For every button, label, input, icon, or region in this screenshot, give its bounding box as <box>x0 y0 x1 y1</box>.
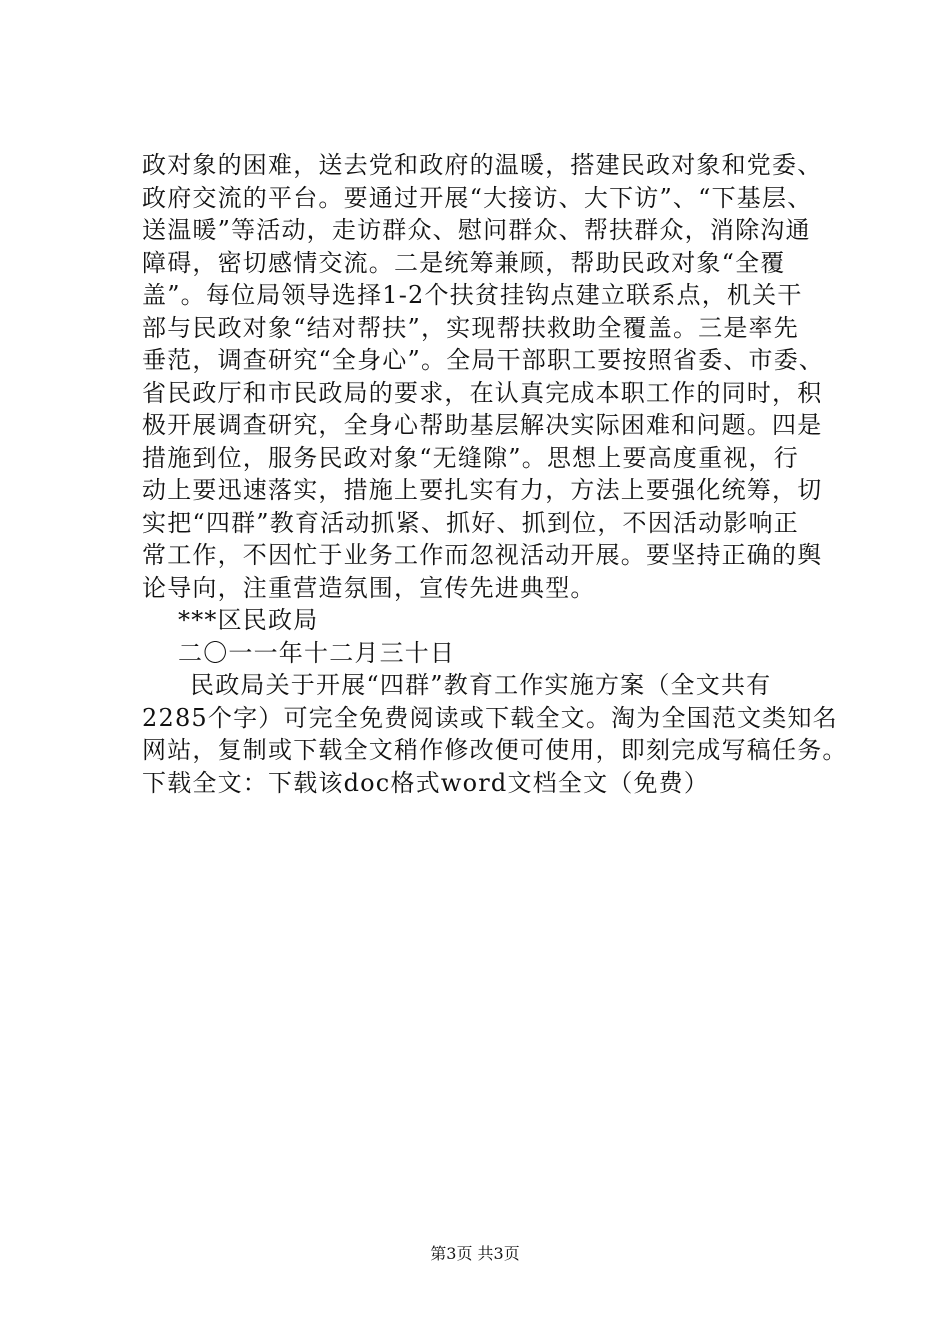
paragraph-line: 措施到位，服务民政对象“无缝隙”。思想上要高度重视，行 <box>142 443 799 472</box>
paragraph-line: 极开展调查研究，全身心帮助基层解决实际困难和问题。四是 <box>142 411 823 439</box>
notice-line: 网站，复制或下载全文稍作修改便可使用，即刻完成写稿任务。 <box>142 736 848 764</box>
paragraph-line: 政府交流的平台。要通过开展“大接访、大下访”、“下基层、 <box>142 183 813 212</box>
paragraph-line: 送温暖”等活动，走访群众、慰问群众、帮扶群众，消除沟通 <box>142 216 811 244</box>
paragraph-line: 盖”。每位局领导选择1-2个扶贫挂钩点建立联系点，机关干 <box>142 281 803 309</box>
paragraph-line: 垂范，调查研究“全身心”。全局干部职工要按照省委、市委、 <box>142 346 825 374</box>
paragraph-line: 论导向，注重营造氛围，宣传先进典型。 <box>142 573 596 602</box>
document-body <box>142 149 848 799</box>
signature-date: 二〇一一年十二月三十日 <box>178 638 456 667</box>
paragraph-line: 实把“四群”教育活动抓紧、抓好、抓到位，不因活动影响正 <box>142 508 799 537</box>
signature-org: ***区民政局 <box>178 606 319 634</box>
download-link[interactable]: 下载全文：下载该doc格式word文档全文（免费） <box>142 768 710 797</box>
paragraph-line: 常工作，不因忙于业务工作而忽视活动开展。要坚持正确的舆 <box>142 541 823 569</box>
notice-line: 2285个字）可完全免费阅读或下载全文。淘为全国范文类知名 <box>142 703 838 732</box>
page-footer: 第3页 共3页 <box>430 1244 520 1263</box>
paragraph-line: 障碍，密切感情交流。二是统筹兼顾，帮助民政对象“全覆 <box>142 248 786 277</box>
paragraph-line: 政对象的困难，送去党和政府的温暖，搭建民政对象和党委、 <box>142 151 823 179</box>
paragraph-line: 部与民政对象“结对帮扶”，实现帮扶救助全覆盖。三是率先 <box>142 313 799 342</box>
paragraph-line: 动上要迅速落实，措施上要扎实有力，方法上要强化统筹，切 <box>142 476 823 504</box>
notice-line: 民政局关于开展“四群”教育工作实施方案（全文共有 <box>190 671 772 699</box>
paragraph-line: 省民政厅和市民政局的要求，在认真完成本职工作的同时，积 <box>142 378 823 407</box>
